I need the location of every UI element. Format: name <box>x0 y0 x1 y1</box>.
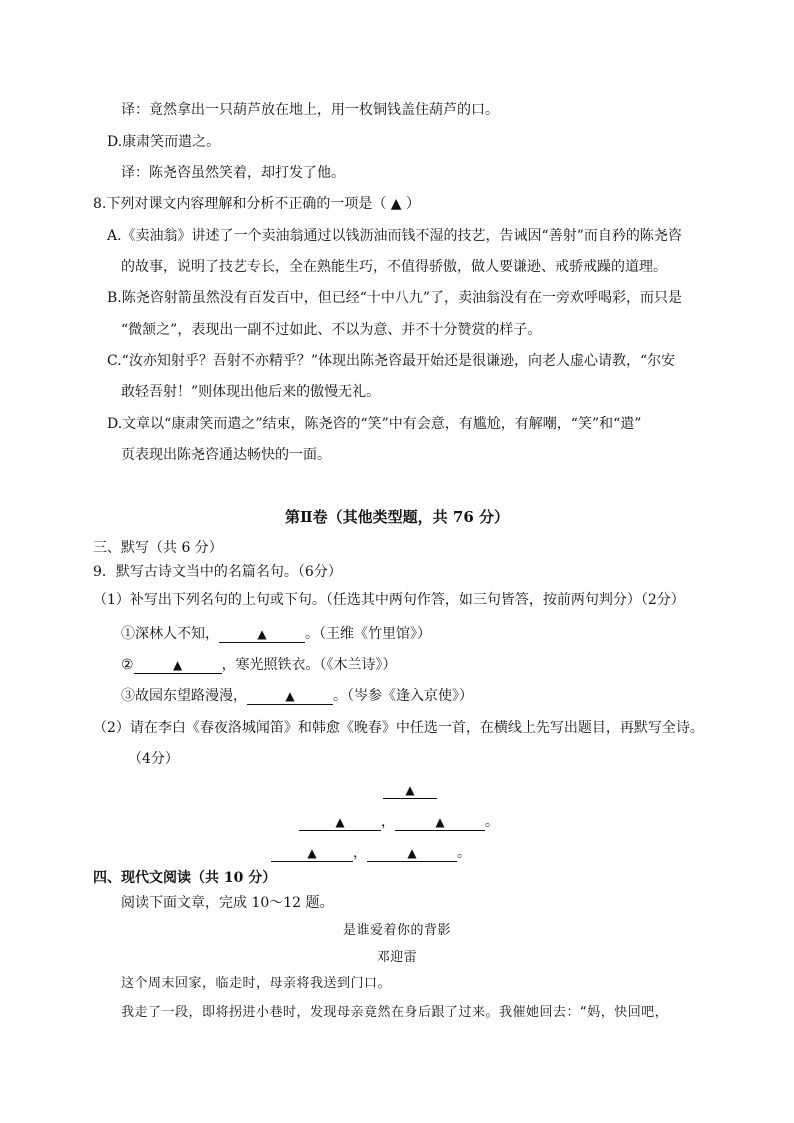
poem-title-line <box>383 780 437 800</box>
blank-marker: ▲ <box>172 658 183 672</box>
article-author: 邓迎雷 <box>376 950 418 965</box>
blank-marker: ▲ <box>285 689 295 703</box>
item2-prefix: ② <box>121 657 134 673</box>
item2-answer-blank[interactable] <box>134 657 222 674</box>
q9-item3 <box>121 686 473 706</box>
item2-suffix: ，寒光照铁衣。（《木兰诗》） <box>221 657 397 673</box>
q8-option-d-line2: 页表现出陈尧咨通达畅快的一面。 <box>121 447 331 463</box>
article-title: 是谁爱着你的背影 <box>342 923 451 938</box>
q7-d-translation: 译：陈尧咨虽然笑着，却打发了他。 <box>121 165 345 181</box>
q9-sub2: （2）请在李白《春夜洛城闻笛》和韩愈《晚春》中任选一首，在横线上先写出题目，再默写全诗。 <box>93 720 704 736</box>
q8-option-c-line2: 敢轻吾射！”则体现出他后来的傲慢无礼。 <box>121 384 381 400</box>
q8-option-a-line2: 的故事，说明了技艺专长，全在熟能生巧，不值得骄傲，做人要谦逊、戒骄戒躁的道理。 <box>121 259 667 275</box>
article-paragraph-1: 这个周末回家，临走时，母亲将我送到门口。 <box>121 976 392 991</box>
blank-marker: ▲ <box>405 783 415 797</box>
comma: ， <box>381 814 395 830</box>
q7-c-translation: 译：竟然拿出一只葫芦放在地上，用一枚铜钱盖住葫芦的口。 <box>121 102 499 118</box>
q9-stem: 9．默写古诗文当中的名篇名句。（6分） <box>93 564 342 580</box>
poem-line1-first-blank[interactable] <box>299 814 381 831</box>
section4-heading: 四、现代文阅读（共 10 分） <box>93 870 277 886</box>
part2-title: 第Ⅱ卷（其他类型题，共 76 分） <box>285 508 509 526</box>
q8-option-d-line1: D.文章以“康肃笑而遣之”结束，陈尧咨的“笑”中有会意，有尴尬，有解嘲，“笑”和“遣” <box>107 416 642 432</box>
q8-option-b-line2: “微颔之”，表现出一副不过如此、不以为意、并不十分赞赏的样子。 <box>121 322 542 338</box>
poem-line2-first-blank[interactable] <box>271 845 353 862</box>
blank-marker: ▲ <box>335 815 345 829</box>
item1-prefix: ①深林人不知， <box>121 626 219 642</box>
q8-stem: 8.下列对课文内容理解和分析不正确的一项是（ ▲ ） <box>93 196 421 212</box>
article-paragraph-2: 我走了一段，即将拐进小巷时，发现母亲竟然在身后跟了过来。我催她回去：“妈，快回吧， <box>121 1005 669 1020</box>
section4-instruction: 阅读下面文章，完成 10～12 题。 <box>121 895 334 911</box>
poem-line-1 <box>299 812 499 832</box>
q8-option-c-line1: C.“汝亦知射乎？吾射不亦精乎？”体现出陈尧咨最开始还是很谦逊，向老人虚心请教，“尔安 <box>107 353 676 369</box>
blank-marker: ▲ <box>435 815 445 829</box>
q9-item2 <box>121 655 397 675</box>
q9-item1 <box>121 624 431 644</box>
blank-marker: ▲ <box>257 627 267 641</box>
comma: ， <box>353 845 367 861</box>
poem-line2-second-blank[interactable] <box>367 845 457 862</box>
item1-suffix: 。（王维《竹里馆》） <box>305 626 431 642</box>
item3-prefix: ③故园东望路漫漫， <box>121 688 247 704</box>
blank-marker: ▲ <box>407 846 417 860</box>
q9-sub2-points: （4分） <box>128 751 179 767</box>
item1-answer-blank[interactable] <box>219 626 305 643</box>
q9-sub1: （1）补写出下列名句的上句或下句。（任选其中两句作答，如三句皆答，按前两句判分）（2分） <box>93 592 685 608</box>
poem-title-blank[interactable] <box>383 782 437 799</box>
blank-marker: ▲ <box>307 846 317 860</box>
period: 。 <box>457 845 471 861</box>
section3-heading: 三、默写（共 6 分） <box>93 540 223 556</box>
q8-option-b-line1: B.陈尧咨射箭虽然没有百发百中，但已经“十中八九”了，卖油翁没有在一旁欢呼喝彩，而只是 <box>107 290 683 306</box>
item3-suffix: 。（岑参《逢入京使》） <box>333 688 473 704</box>
poem-line1-second-blank[interactable] <box>395 814 485 831</box>
period: 。 <box>485 814 499 830</box>
poem-line-2 <box>271 843 471 863</box>
q8-option-a-line1: A.《卖油翁》讲述了一个卖油翁通过以钱沥油而钱不湿的技艺，告诫因“善射”而自矜的陈尧咨 <box>107 228 682 244</box>
item3-answer-blank[interactable] <box>247 688 333 705</box>
q7-d-option: D.康肃笑而遣之。 <box>107 134 221 150</box>
